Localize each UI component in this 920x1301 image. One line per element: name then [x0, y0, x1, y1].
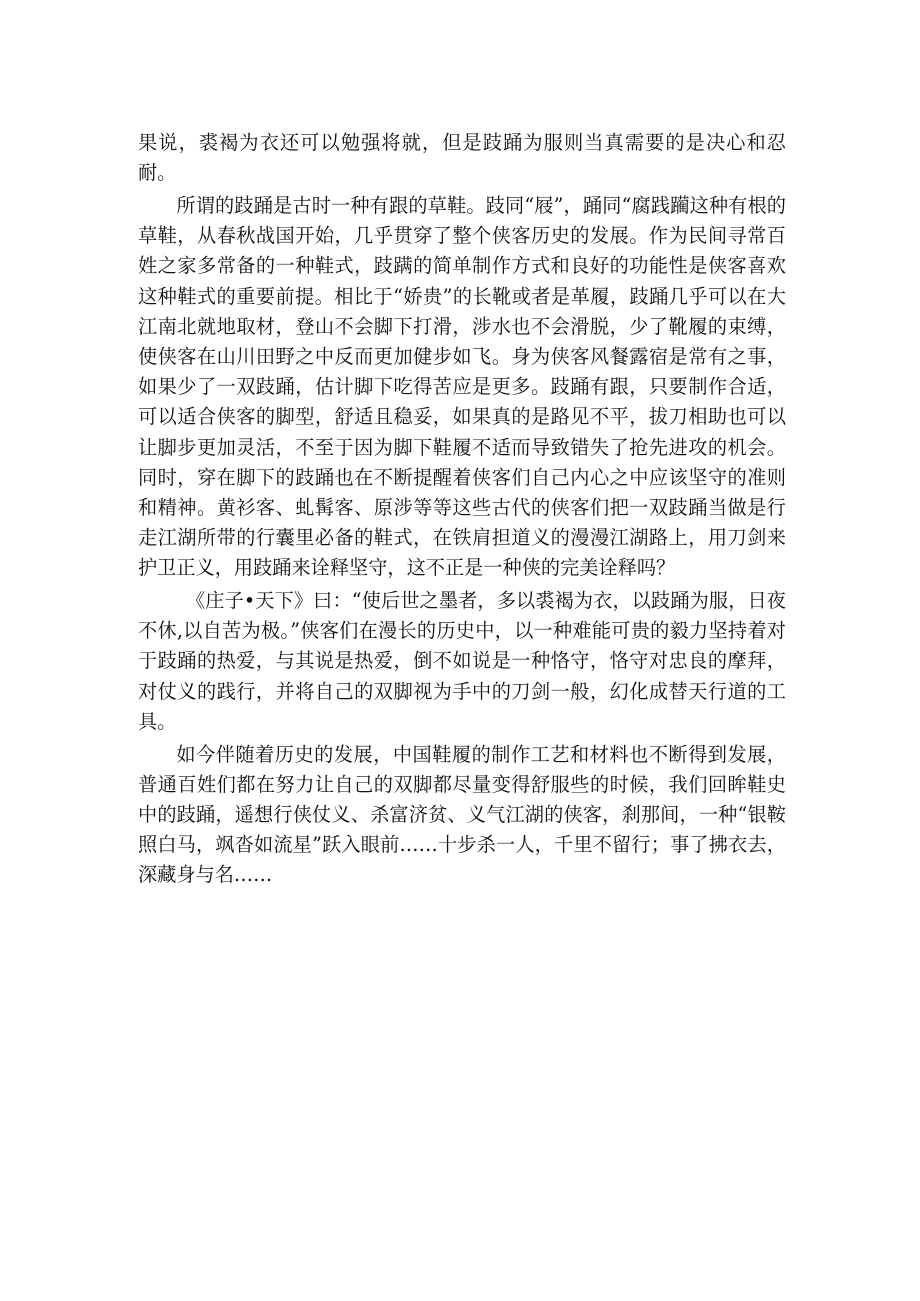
paragraph-continuation: 果说，裘褐为衣还可以勉强将就，但是跂踊为服则当真需要的是决心和忍耐。: [138, 131, 786, 185]
paragraph-conclusion: 如今伴随着历史的发展，中国鞋履的制作工艺和材料也不断得到发展，普通百姓们都在努力让自己的双脚都尽量变得舒服些的时候，我们回眸鞋史中的跂踊，遥想行侠仗义、杀富济贫、义气江湖的侠客，刹那间，一种“银鞍照白马，飒沓如流星”跃入眼前……十步杀一人，千里不留行；事了拂衣去，深藏身与名……: [138, 742, 786, 887]
document-page: [138, 128, 786, 893]
paragraph-jiyong-definition: 所谓的跂踊是古时一种有跟的草鞋。跂同“屐”，踊同“腐践躏这种有根的草鞋，从春秋战国开始，几乎贯穿了整个侠客历史的发展。作为民间寻常百姓之家多常备的一种鞋式，跂蹒的简单制作方式和良好的功能性是侠客喜欢这种鞋式的重要前提。相比于“娇贵”的长靴或者是革履，跂踊几乎可以在大江南北就地取材，登山不会脚下打滑，涉水也不会滑脱，少了靴履的束缚，使侠客在山川田野之中反而更加健步如飞。身为侠客风餐露宿是常有之事，如果少了一双跂踊，估计脚下吃得苦应是更多。跂踊有跟，只要制作合适，可以适合侠客的脚型，舒适且稳妥，如果真的是路见不平，拔刀相助也可以让脚步更加灵活，不至于因为脚下鞋履不适而导致错失了抢先进攻的机会。同时，穿在脚下的跂踊也在不断提醒着侠客们自己内心之中应该坚守的准则和精神。黄衫客、虬髯客、原涉等等这些古代的侠客们把一双跂踊当做是行走江湖所带的行囊里必备的鞋式，在铁肩担道义的漫漫江湖路上，用刀剑来护卫正义，用跂踊来诠释坚守，这不正是一种侠的完美诠释吗？: [138, 193, 786, 580]
paragraph-zhuangzi-quote: 《庄子•天下》曰：“使后世之墨者，多以裘褐为衣，以跂踊为服，日夜不休,以自苦为极。”侠客们在漫长的历史中，以一种难能可贵的毅力坚持着对于跂踊的热爱，与其说是热爱，倒不如说是一种恪守，恪守对忠良的摩拜，对仗义的践行，并将自己的双脚视为手中的刀剑一般，幻化成替天行道的工具。: [138, 589, 786, 733]
